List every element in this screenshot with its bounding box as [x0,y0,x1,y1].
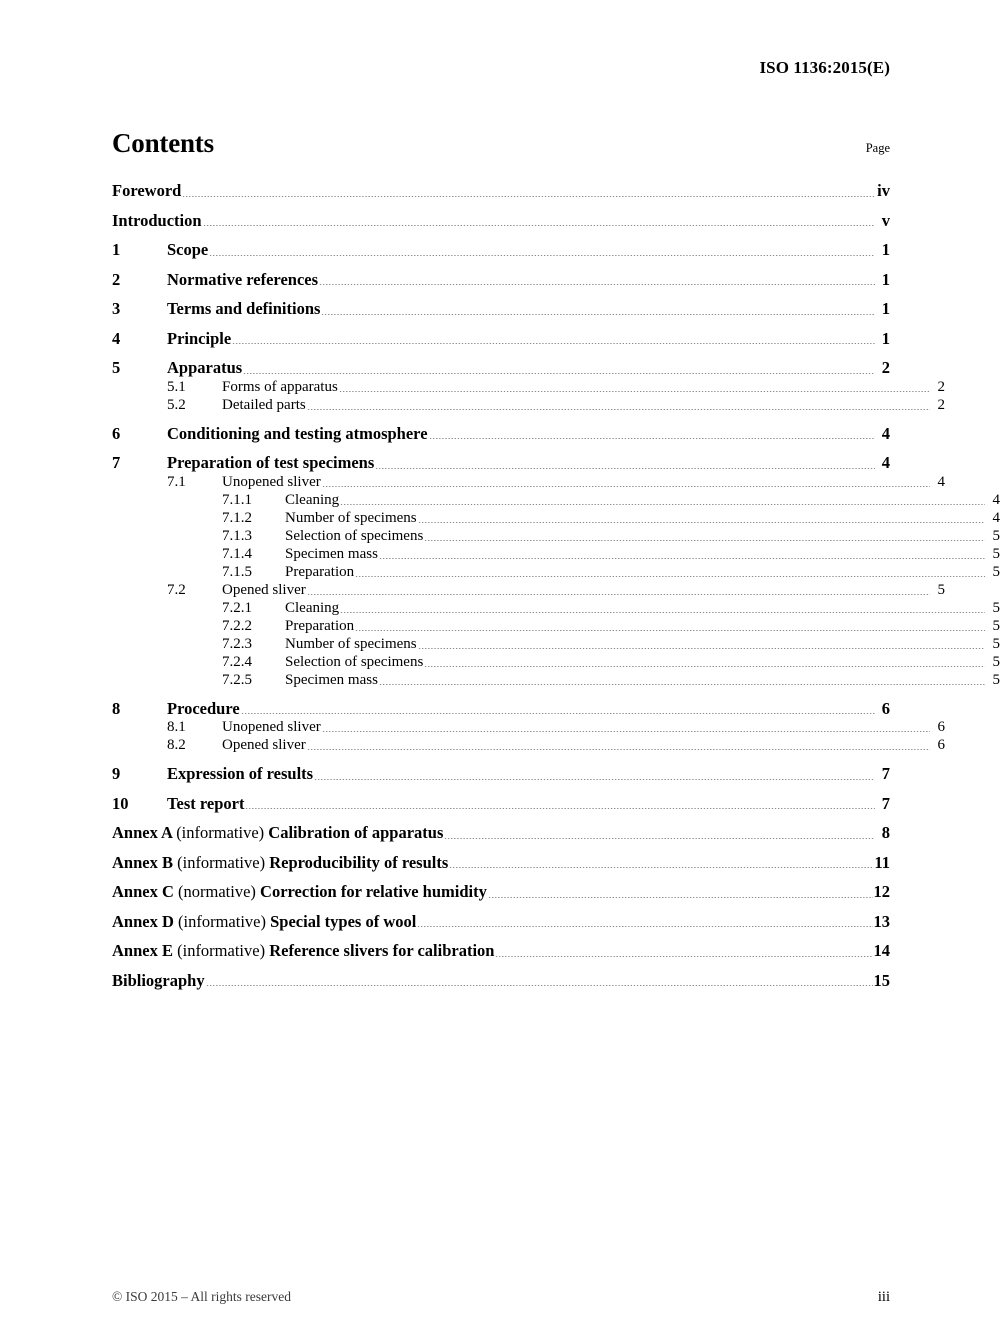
toc-entry-title [112,884,487,901]
toc-entry-level1[interactable] [112,766,890,783]
dot-leader [424,540,985,541]
toc-entry-title: Unopened sliver [222,719,321,735]
toc-entry-level3[interactable] [112,565,1000,580]
annex-type: (normative) [178,882,256,901]
toc-entry-title: Expression of results [167,764,314,783]
toc-entry-annex[interactable] [112,884,890,901]
dot-leader [340,504,985,505]
toc-entry-level2[interactable] [112,475,945,490]
toc-entry-page: v [881,210,890,230]
annex-label: Annex C [112,882,174,901]
annex-type: (informative) [176,823,265,842]
toc-entry-level3[interactable] [112,637,1000,652]
dot-leader [321,314,875,315]
toc-entry-page: 4 [937,473,945,490]
toc-entry-number: 3 [112,299,121,318]
toc-entry-level1[interactable] [112,455,890,472]
annex-label: Annex A [112,823,173,842]
dot-leader [488,897,873,898]
toc-entry-title [112,911,417,931]
toc-entry-number: 5.1 [167,378,186,395]
page-number: iii [877,1289,890,1305]
toc-entry-level1[interactable] [112,793,890,813]
toc-entry-level1[interactable] [112,970,890,990]
dot-leader [319,284,875,285]
toc-entry-title: Conditioning and testing atmosphere [167,423,428,443]
toc-entry-number: 7.1.1 [222,491,252,508]
toc-entry-page: iv [877,181,890,200]
dot-leader [339,391,930,392]
toc-entry-number: 7.1.5 [222,563,252,580]
toc-entry-level3[interactable] [112,655,1000,670]
dot-leader [495,956,872,957]
toc-entry-title: Unopened sliver [222,473,321,490]
toc-entry-title: Opened sliver [222,737,306,753]
toc-entry-page: 12 [873,882,890,901]
toc-entry-number: 7.2.1 [222,599,252,616]
page-column-label: Page [865,141,890,155]
dot-leader [314,779,875,780]
toc-entry-level1[interactable] [112,328,890,348]
toc-entry-page: 13 [873,911,890,931]
toc-entry-title: Cleaning [285,491,340,508]
toc-entry-title: Opened sliver [222,581,306,598]
toc-entry-title: Test report [167,793,245,813]
toc-entry-number: 4 [112,328,121,348]
toc-entry-title: Cleaning [285,599,340,616]
toc-entry-number: 5.2 [167,396,186,413]
dot-leader [209,255,875,256]
annex-label: Annex E [112,941,173,960]
toc-entry-title: Principle [167,328,232,348]
toc-entry-page: 6 [881,698,890,718]
toc-entry-number: 7.2 [167,581,186,598]
toc-entry-page: 14 [873,941,890,960]
toc-entry-level2[interactable] [112,398,945,413]
annex-type: (informative) [177,941,266,960]
standard-reference-header: ISO 1136:2015(E) [759,58,890,77]
copyright-notice: © ISO 2015 – All rights reserved [112,1289,291,1304]
dot-leader [417,926,872,927]
toc-entry-page: 4 [992,509,1000,526]
toc-entry-level1[interactable] [112,301,890,318]
dot-leader [307,749,930,750]
dot-leader [232,343,875,344]
toc-entry-page: 5 [992,653,1000,670]
toc-entry-number: 7.1.2 [222,509,252,526]
toc-entry-level1[interactable] [112,183,890,200]
toc-entry-number: 8.2 [167,737,186,753]
toc-entry-title: Bibliography [112,970,205,990]
toc-entry-title: Normative references [167,269,319,289]
dot-leader [379,558,985,559]
toc-entry-title: Terms and definitions [167,299,321,318]
toc-entry-level3[interactable] [112,619,1000,634]
toc-entry-number: 1 [112,240,121,259]
annex-title: Special types of wool [270,911,417,931]
toc-entry-page: 15 [873,970,890,990]
toc-entry-level3[interactable] [112,493,1000,508]
toc-entry-number: 8.1 [167,719,186,735]
dot-leader [241,713,875,714]
toc-entry-annex[interactable] [112,911,890,931]
toc-entry-title: Procedure [167,698,240,718]
toc-entry-page: 1 [881,299,890,318]
toc-entry-number: 2 [112,269,121,289]
toc-entry-page: 5 [992,635,1000,652]
dot-leader [307,594,930,595]
dot-leader [322,486,930,487]
toc-entry-title: Number of specimens [285,635,417,652]
toc-entry-title: Selection of specimens [285,653,424,670]
toc-entry-number: 7.2.5 [222,671,252,688]
dot-leader [340,612,985,613]
toc-entry-title: Preparation of test specimens [167,453,375,472]
annex-title: Correction for relative humidity [260,882,487,901]
dot-leader [444,838,875,839]
dot-leader [203,225,875,226]
dot-leader [355,576,985,577]
toc-entry-title: Apparatus [167,358,243,377]
toc-entry-level3[interactable] [112,511,1000,526]
toc-entry-level3[interactable] [112,529,1000,544]
toc-entry-number: 6 [112,423,121,443]
toc-entry-page: 5 [992,545,1000,562]
toc-entry-level3[interactable] [112,601,1000,616]
toc-entry-title [112,825,443,842]
toc-entry-number: 7.2.2 [222,617,252,634]
toc-entry-title [112,852,449,872]
toc-entry-page: 1 [881,269,890,289]
toc-entry-level1[interactable] [112,423,890,443]
annex-type: (informative) [177,852,266,872]
toc-entry-level1[interactable] [112,242,890,259]
toc-entry-number: 9 [112,764,121,783]
toc-entry-page: 6 [937,719,945,735]
toc-entry-page: 4 [881,453,890,472]
toc-entry-number: 7.1.3 [222,527,252,544]
annex-label: Annex B [112,852,173,872]
dot-leader [375,468,875,469]
toc-entry-page: 2 [937,378,945,395]
toc-entry-number: 10 [112,793,129,813]
dot-leader [206,985,873,986]
toc-entry-annex[interactable] [112,943,890,960]
annex-title: Reference slivers for calibration [269,941,495,960]
toc-entry-page: 6 [937,737,945,753]
toc-entry-title: Number of specimens [285,509,417,526]
page-footer [112,1289,890,1306]
toc-entry-title: Specimen mass [285,671,378,688]
toc-entry-page: 7 [881,793,890,813]
toc-entry-title: Selection of specimens [285,527,424,544]
toc-entry-title: Foreword [112,181,182,200]
toc-entry-level2[interactable] [112,738,945,753]
toc-entry-title: Preparation [285,563,355,580]
toc-entry-page: 4 [881,423,890,443]
toc-entry-page: 5 [992,617,1000,634]
annex-type: (informative) [178,911,266,931]
toc-entry-title: Scope [167,240,209,259]
dot-leader [243,373,875,374]
toc-entry-page: 8 [881,823,890,842]
toc-entry-annex[interactable] [112,825,890,842]
toc-entry-level2[interactable] [112,380,945,395]
dot-leader [245,808,875,809]
toc-entry-title: Detailed parts [222,396,306,413]
dot-leader [355,630,985,631]
dot-leader [424,666,985,667]
toc-entry-page: 2 [937,396,945,413]
toc-entry-level1[interactable] [112,698,890,718]
dot-leader [429,438,875,439]
toc-entry-number: 7.1.4 [222,545,252,562]
toc-entry-number: 8 [112,698,121,718]
toc-entry-page: 5 [937,581,945,598]
toc-entry-annex[interactable] [112,852,890,872]
toc-entry-page: 1 [881,328,890,348]
dot-leader [418,648,985,649]
toc-entry-level2[interactable] [112,583,945,598]
toc-entry-level1[interactable] [112,210,890,230]
toc-entry-level3[interactable] [112,673,1000,688]
toc-entry-page: 5 [992,527,1000,544]
dot-leader [307,409,930,410]
toc-entry-page: 11 [874,852,890,872]
toc-entry-title: Specimen mass [285,545,378,562]
toc-entry-level2[interactable] [112,720,945,735]
toc-entry-page: 5 [992,671,1000,688]
toc-entry-title: Forms of apparatus [222,378,338,395]
dot-leader [449,867,873,868]
toc-entry-number: 7 [112,453,121,472]
toc-entry-number: 7.2.4 [222,653,252,670]
toc-entry-title: Introduction [112,210,202,230]
toc-entry-page: 4 [992,491,1000,508]
toc-entry-number: 5 [112,358,121,377]
toc-entry-page: 2 [881,358,890,377]
dot-leader [418,522,985,523]
table-of-contents [112,181,1000,990]
dot-leader [322,731,930,732]
toc-entry-number: 7.1 [167,473,186,490]
toc-entry-level3[interactable] [112,547,1000,562]
dot-leader [379,684,985,685]
toc-entry-number: 7.2.3 [222,635,252,652]
contents-title-row [112,128,890,159]
dot-leader [182,196,875,197]
toc-entry-page: 5 [992,599,1000,616]
toc-entry-page: 1 [881,240,890,259]
toc-entry-page: 7 [881,764,890,783]
toc-entry-page: 5 [992,563,1000,580]
annex-title: Calibration of apparatus [268,823,444,842]
toc-entry-level1[interactable] [112,269,890,289]
toc-entry-level1[interactable] [112,360,890,377]
page-title: Contents [112,128,214,158]
toc-entry-title: Preparation [285,617,355,634]
toc-entry-title [112,943,494,960]
annex-title: Reproducibility of results [269,852,449,872]
annex-label: Annex D [112,911,174,931]
